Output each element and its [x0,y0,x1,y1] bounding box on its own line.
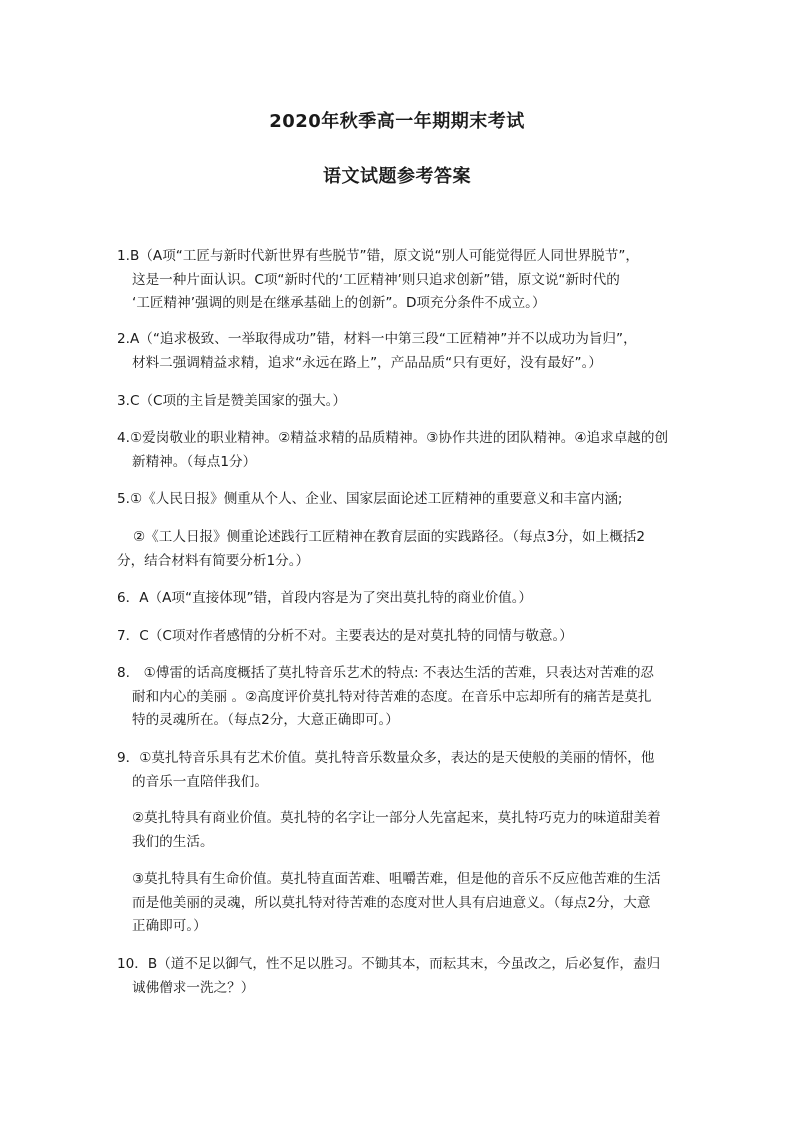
answer-5-part-2 [117,526,677,573]
answer-8-line-3: 特的灵魂所在。（每点2分，大意正确即可。） [132,712,399,728]
answer-3 [117,390,677,414]
answer-1-line-2: 这是一种片面认识。C项“新时代的‘工匠精神’则只追求创新”错，原文说“新时代的 [132,271,620,288]
answer-10 [117,953,677,1000]
answer-5-part-2-line-2: 分，结合材料有简要分析1分。） [117,552,310,569]
answer-9-part-1 [117,747,677,794]
answer-1-line-1: 1.B（A项“工匠与新时代新世界有些脱节”错，原文说“别人可能觉得匠人同世界脱节”， [117,248,639,264]
answer-4-line-2: 新精神。（每点1分） [132,453,257,470]
answer-9-part-3-line-1: ③莫扎特具有生命价值。莫扎特直面苦难、咀嚼苦难，但是他的音乐不反应他苦难的生活 [132,871,661,887]
exam-title: 2020年秋季高一年期期末考试 [269,111,525,132]
answer-9-part-1-line-1: 9．①莫扎特音乐具有艺术价值。莫扎特音乐数量众多，表达的是天使般的美丽的情怀，他 [117,750,655,766]
answer-key-title: 语文试题参考答案 [323,166,471,187]
answer-5-part-2-line-1: ②《工人日报》侧重论述践行工匠精神在教育层面的实践路径。（每点3分，如上概括2 [133,529,646,545]
answer-7-line-1: 7．C（C项对作者感情的分析不对。主要表达的是对莫扎特的同情与敬意。） [117,628,573,644]
answer-8-line-1: 8. ①傅雷的话高度概括了莫扎特音乐艺术的特点: 不表达生活的苦难，只表达对苦难的忍 [117,665,655,681]
answer-10-line-1: 10．B（道不足以御气，性不足以胜习。不锄其本，而耘其末，今虽改之，后必复作，盍归 [117,956,661,972]
answer-1 [117,245,677,316]
answer-10-line-2: 诚佛僧求一洗之？） [132,979,255,996]
answer-9-part-2-line-2: 我们的生活。 [132,833,214,850]
answer-7 [117,625,677,649]
answer-8 [117,662,677,733]
answer-2-line-2: 材料二强调精益求精，追求“永远在路上”，产品品质“只有更好，没有最好”。） [132,354,602,371]
answer-6 [117,587,677,611]
answer-2 [117,328,677,375]
answer-9-part-3-line-2: 而是他美丽的灵魂，所以莫扎特对待苦难的态度对世人具有启迪意义。（每点2分，大意 [132,894,651,911]
answer-6-line-1: 6．A（A项“直接体现”错，首段内容是为了突出莫扎特的商业价值。） [117,590,533,606]
answer-9-part-2-line-1: ②莫扎特具有商业价值。莫扎特的名字让一部分人先富起来，莫扎特巧克力的味道甜美着 [132,810,661,826]
answer-4-line-1: 4.①爱岗敬业的职业精神。②精益求精的品质精神。③协作共进的团队精神。④追求卓越的创 [117,430,669,446]
answer-5-part-1-line-1: 5.①《人民日报》侧重从个人、企业、国家层面论述工匠精神的重要意义和丰富内涵; [117,491,623,507]
answer-8-line-2: 耐和内心的美丽 。②高度评价莫扎特对待苦难的态度。在音乐中忘却所有的痛苦是莫扎 [132,688,652,705]
answer-9-part-1-line-2: 的音乐一直陪伴我们。 [132,773,268,790]
answer-3-line-1: 3.C（C项的主旨是赞美国家的强大。） [117,393,347,409]
answer-2-line-1: 2.A（“追求极致、一举取得成功”错，材料一中第三段“工匠精神”并不以成功为旨归”， [117,331,637,347]
answer-4 [117,427,677,474]
answer-9-part-2 [117,807,677,854]
answer-5-part-1 [117,488,677,512]
answer-1-line-3: ‘工匠精神’强调的则是在继承基础上的创新”。D项充分条件不成立。） [132,295,546,311]
answer-9-part-3 [117,868,677,939]
answer-9-part-3-line-3: 正确即可。） [132,918,207,934]
